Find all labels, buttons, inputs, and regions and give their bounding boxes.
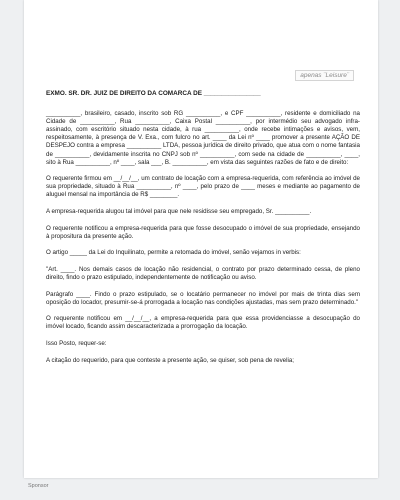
paragraph-contract: O requerente firmou em __/__/__, um contrato de locação com a empresa-requerida, com referência ao imóvel de sua propriedade, situado à Rua __________, nº ____, pelo prazo de ____ meses e mediante ao pagamento de aluguel mensal na importância de R$ ________.	[46, 175, 360, 199]
paragraph-qualification: __________, brasileiro, casado, inscrito sob RG __________, e CPF __________, residente e domiciliado na Cidade de __________, Rua __________, Caixa Postal __________, por intermédio seu advogado infra-assinado, com escritório situado nesta cidade, à rua __________, onde recebe intimações e avisos, vem, respeitosamente, à presença de V. Exa., com fulcro no art. ____ da Lei nº ____ promover a presente AÇÃO DE DESPEJO contra a empresa __________ LTDA, pessoa jurídica de direito privado, que atua com o nome fantasia de __________, devidamente inscrita no CNPJ sob nº __________, com sede na cidade de __________, ____, sito à Rua __________, nº ____, sala ___, B. __________, em vista das seguintes razões de fato e de direito:	[46, 110, 360, 166]
paragraph-requests-intro: Isso Posto, requer-se:	[46, 339, 107, 347]
paragraph-notification: O requerente notificou a empresa-requerida para que fosse desocupado o imóvel de sua propriedade, ensejando à propositura da presente ação.	[46, 224, 360, 240]
document-body	[46, 90, 360, 373]
sponsor-label: Sponsor	[28, 483, 49, 489]
paragraph-quote-article: "Art. ____. Nos demais casos de locação não residencial, o contrato por prazo determinado cessa, de pleno direito, findo o prazo estipulado, independentemente de notificação ou aviso.	[46, 265, 360, 281]
document-heading: EXMO. SR. DR. JUIZ DE DIREITO DA COMARCA DE ________________	[46, 90, 261, 97]
paragraph-second-notification: O requerente notificou em __/__/__, a empresa-requerida para que essa providenciasse a desocupação do imóvel locado, ficando assim descaracterizada a prorrogação da locação.	[46, 315, 360, 331]
document-page	[24, 0, 378, 478]
paragraph-citation-request: A citação do requerido, para que conteste a presente ação, se quiser, sob pena de revelia;	[46, 356, 295, 364]
paragraph-law-article: O artigo _____ da Lei do Inquilinato, permite a retomada do imóvel, senão vejamos in verbis:	[46, 249, 301, 257]
paragraph-quote-paragraph: Parágrafo ____. Findo o prazo estipulado, se o locatário permanecer no imóvel por mais de trinta dias sem oposição do locador, presumir-se-á prorrogada a locação nas condições ajustadas, mas sem prazo determinado."	[46, 290, 360, 306]
paragraph-employee: A empresa-requerida alugou tal imóvel para que nele residisse seu empregado, Sr. __________.	[46, 208, 312, 216]
watermark-stamp: apenas ¨Leisure¨	[295, 70, 354, 81]
